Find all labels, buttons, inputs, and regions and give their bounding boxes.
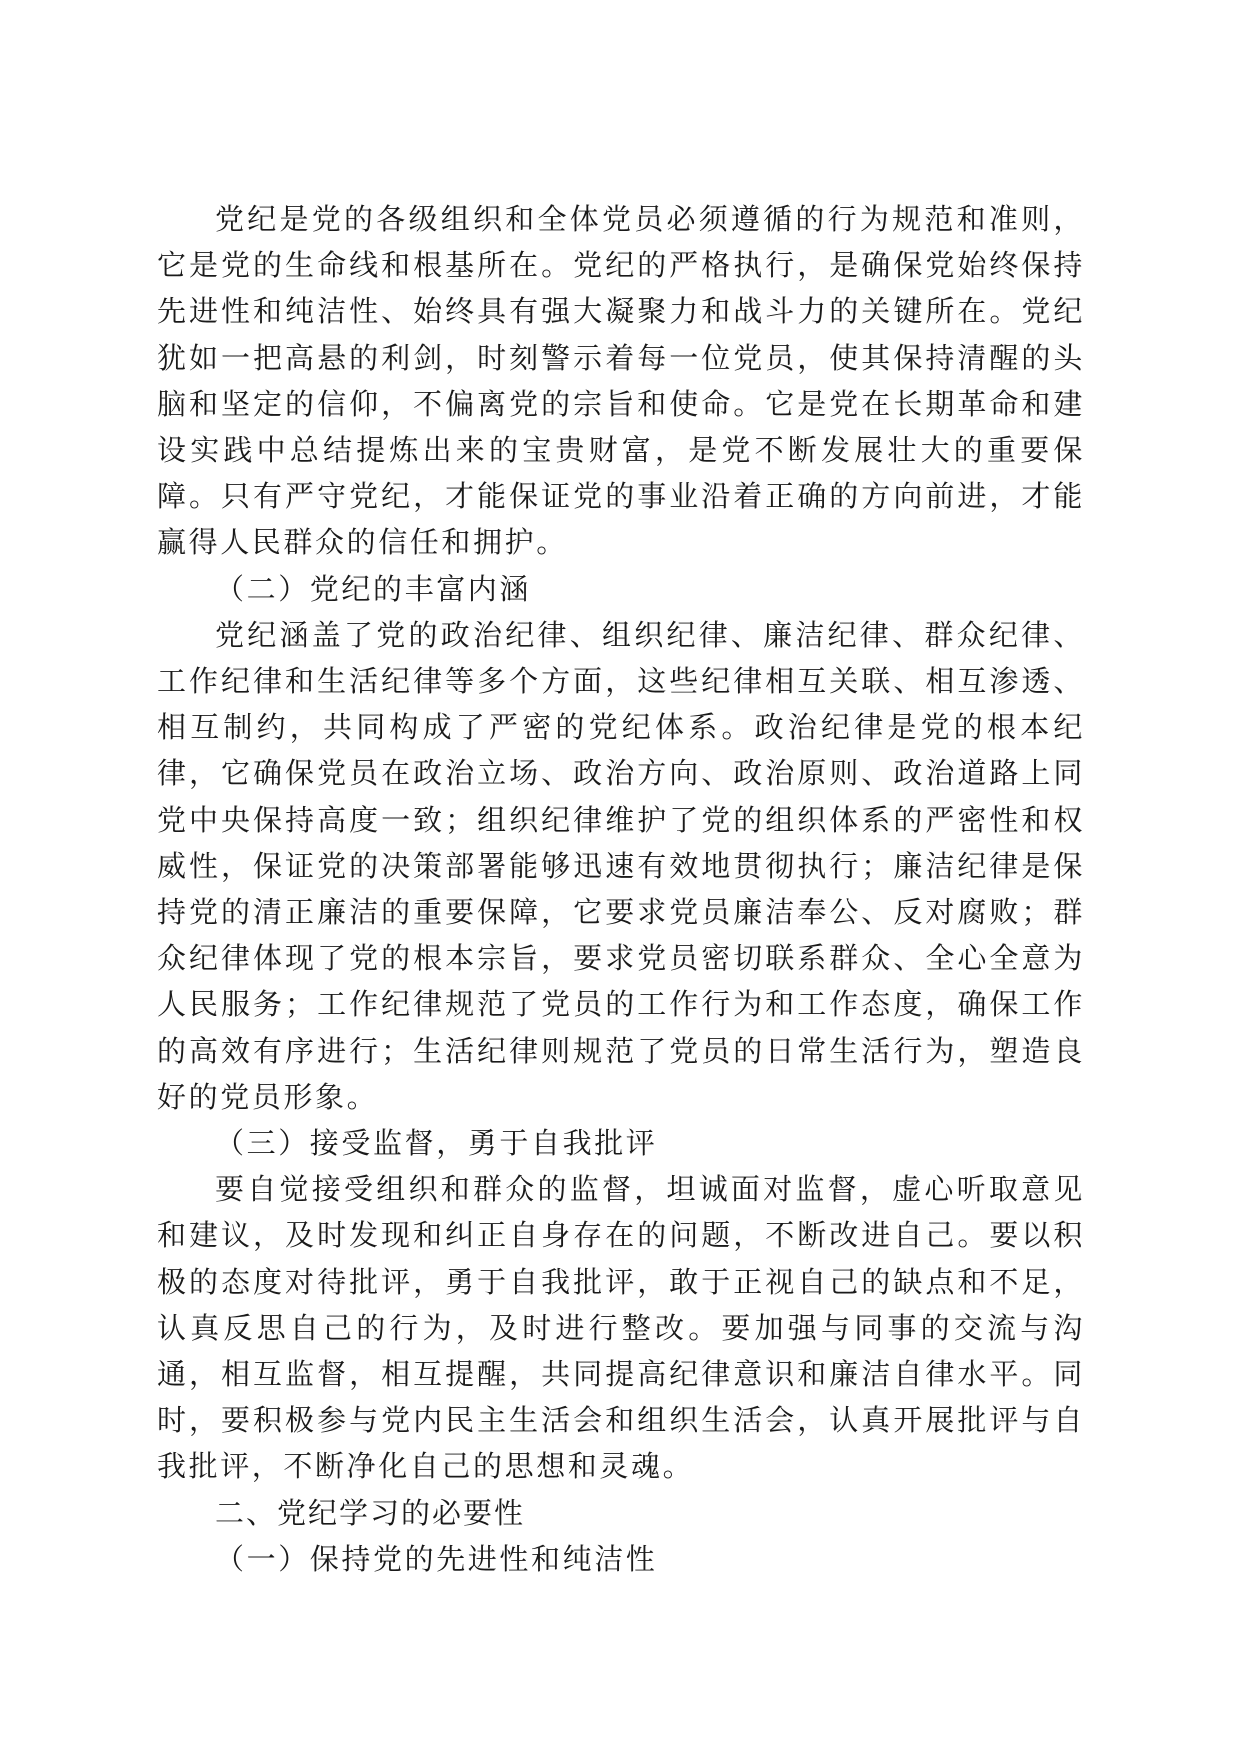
body-paragraph: 要自觉接受组织和群众的监督，坦诚面对监督，虚心听取意见和建议，及时发现和纠正自身存在的问题，不断改进自己。要以积极的态度对待批评，勇于自我批评，敢于正视自己的缺点和不足，认真反思自己的行为，及时进行整改。要加强与同事的交流与沟通，相互监督，相互提醒，共同提高纪律意识和廉洁自律水平。同时，要积极参与党内民主生活会和组织生活会，认真开展批评与自我批评，不断净化自己的思想和灵魂。 (157, 1172, 1085, 1484)
subheading: （二）党纪的丰富内涵 (215, 571, 532, 606)
body-paragraph: 党纪涵盖了党的政治纪律、组织纪律、廉洁纪律、群众纪律、工作纪律和生活纪律等多个方面，这些纪律相互关联、相互渗透、相互制约，共同构成了严密的党纪体系。政治纪律是党的根本纪律，它确保党员在政治立场、政治方向、政治原则、政治道路上同党中央保持高度一致；组织纪律维护了党的组织体系的严密性和权威性，保证党的决策部署能够迅速有效地贯彻执行；廉洁纪律是保持党的清正廉洁的重要保障，它要求党员廉洁奉公、反对腐败；群众纪律体现了党的根本宗旨，要求党员密切联系群众、全心全意为人民服务；工作纪律规范了党员的工作行为和工作态度，确保工作的高效有序进行；生活纪律则规范了党员的日常生活行为，塑造良好的党员形象。 (157, 617, 1085, 1114)
document-body (157, 196, 1085, 1582)
section-heading: 二、党纪学习的必要性 (215, 1495, 526, 1530)
subheading: （一）保持党的先进性和纯洁性 (215, 1541, 658, 1576)
subheading: （三）接受监督，勇于自我批评 (215, 1126, 658, 1161)
body-paragraph: 党纪是党的各级组织和全体党员必须遵循的行为规范和准则，它是党的生命线和根基所在。党纪的严格执行，是确保党始终保持先进性和纯洁性、始终具有强大凝聚力和战斗力的关键所在。党纪犹如一把高悬的利剑，时刻警示着每一位党员，使其保持清醒的头脑和坚定的信仰，不偏离党的宗旨和使命。它是党在长期革命和建设实践中总结提炼出来的宝贵财富，是党不断发展壮大的重要保障。只有严守党纪，才能保证党的事业沿着正确的方向前进，才能赢得人民群众的信任和拥护。 (157, 202, 1085, 560)
